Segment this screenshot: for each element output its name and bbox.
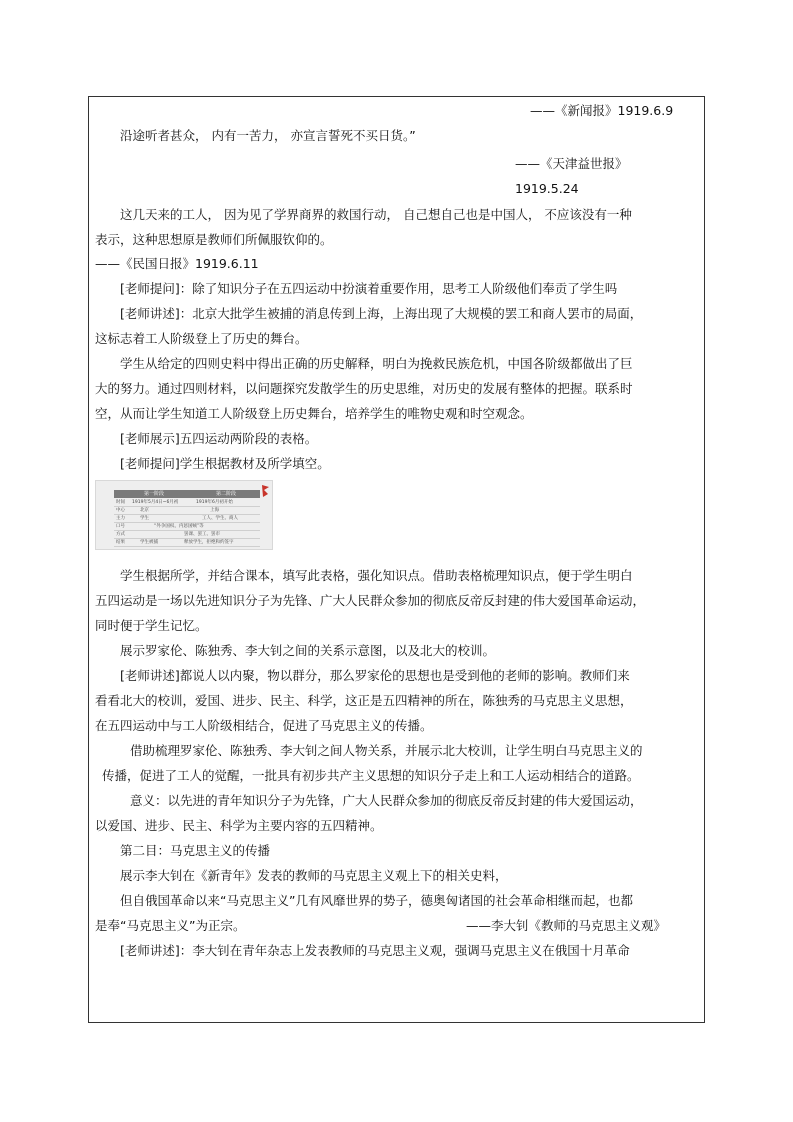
paragraph-line: 在五四运动中与工人阶级相结合，促进了马克思主义的传播。 [95,718,433,733]
table-cell: 口号 [116,524,125,529]
source-date: 1919.5.24 [515,181,579,196]
paragraph-line: 大的努力。通过四则材料，以问题探究发散学生的历史思维，对历史的发展有整体的把握。联系时 [95,381,633,396]
table-row [114,539,260,547]
quote-line: 但自俄国革命以来“马克思主义”几有风靡世界的势子，德奥匈诸国的社会革命相继而起，也都 [120,893,633,908]
paragraph-line: 意义：以先进的青年知识分子为先锋，广大人民群众参加的彻底反帝反封建的伟大爱国运动， [130,793,643,808]
paragraph-line: 看看北大的校训，爱国、进步、民主、科学，这正是五四精神的所在，陈独秀的马克思主义思想， [95,693,633,708]
table-cell: 方式 [116,532,125,537]
teacher-lecture: [老师讲述]：北京大批学生被捕的消息传到上海，上海出现了大规模的罢工和商人罢市的局面， [120,306,643,321]
table-cell: 北京 [140,508,149,513]
paragraph-line: 学生根据所学，并结合课本，填写此表格，强化知识点。借助表格梳理知识点，便于学生明白 [120,568,633,583]
source-line: ——《新闻报》1919.6.9 [530,103,674,118]
table-row [114,523,260,531]
quote-line: 是奉“马克思主义”为正宗。 [95,918,246,933]
teacher-question: [老师提问]：除了知识分子在五四运动中扮演着重要作用，思考工人阶级他们奉贡了学生吗 [120,281,618,296]
table-cell: 学生 [140,516,149,521]
teacher-lecture: [老师讲述]都说人以内聚，物以群分，那么罗家伦的思想也是受到他的老师的影响。教师们来 [120,668,630,683]
source-line: ——《民国日报》1919.6.11 [95,256,259,271]
quote-line: 沿途听者甚众， 内有一苦力， 亦宣言誓死不买日货。” [120,128,416,143]
table-row [114,515,260,523]
table-cell: 罢课、罢工、罢市 [184,532,220,537]
table-header [114,490,260,498]
paragraph-line: 借助梳理罗家伦、陈独秀、李大钊之间人物关系，并展示北大校训，让学生明白马克思主义的 [130,743,643,758]
table-header-cell: 第二阶段 [216,491,237,497]
table-row [114,531,260,539]
teacher-lecture: [老师讲述]：李大钊在青年杂志上发表教师的马克思主义观，强调马克思主义在俄国十月革命 [120,943,630,958]
teacher-show: [老师展示]五四运动两阶段的表格。 [120,431,318,446]
quote-line: 表示，这种思想原是教师们所佩服钦仰的。 [95,232,333,247]
table-cell: 工人、学生、商人 [202,516,238,521]
table-cell: 上海 [210,508,219,513]
table-header-cell: 第一阶段 [144,491,165,497]
table-cell: 中心 [116,508,125,513]
table-cell: 1919年5月4日~6月初 [132,500,179,505]
table-row [114,499,260,507]
quote-line: 这几天来的工人， 因为见了学界商界的救国行动， 自己想自己也是中国人， 不应该没有一种 [120,207,632,222]
paragraph-line: 五四运动是一场以先进知识分子为先锋、广大人民群众参加的彻底反帝反封建的伟大爱国革命运动， [95,593,646,608]
paragraph-line: 以爱国、进步、民主、科学为主要内容的五四精神。 [95,818,383,833]
source-line: ——李大钊《教师的马克思主义观》 [466,918,667,933]
table-image [95,480,273,550]
table-cell: “外争国权、内惩国贼”等 [154,524,204,529]
paragraph-line: 这标志着工人阶级登上了历史的舞台。 [95,331,308,346]
paragraph-line: 展示罗家伦、陈独秀、李大钊之间的关系示意图，以及北大的校训。 [120,643,496,658]
paragraph-line: 学生从给定的四则史料中得出正确的历史解释，明白为挽救民族危机，中国各阶级都做出了巨 [120,356,633,371]
table-row [114,507,260,515]
table-cell: 结果 [116,540,125,545]
table-cell: 时间 [116,500,125,505]
paragraph-line: 展示李大钊在《新青年》发表的教师的马克思主义观上下的相关史料， [120,868,508,883]
paragraph-line: 同时便于学生记忆。 [95,618,208,633]
red-flag-icon [260,484,270,498]
table-cell: 主力 [116,516,125,521]
table-cell: 学生被捕 [140,540,158,545]
table-cell: 释放学生，拒绝和约签字 [184,540,234,545]
table-cell: 1919年6月初开始 [196,500,233,505]
paragraph-line: 空，从而让学生知道工人阶级登上历史舞台，培养学生的唯物史观和时空观念。 [95,406,533,421]
teacher-question: [老师提问]学生根据教材及所学填空。 [120,456,330,471]
paragraph-line: 传播，促进了工人的觉醒，一批具有初步共产主义思想的知识分子走上和工人运动相结合的道路。 [102,768,640,783]
section-heading: 第二目：马克思主义的传播 [120,843,271,858]
source-line: ——《天津益世报》 [515,156,628,171]
